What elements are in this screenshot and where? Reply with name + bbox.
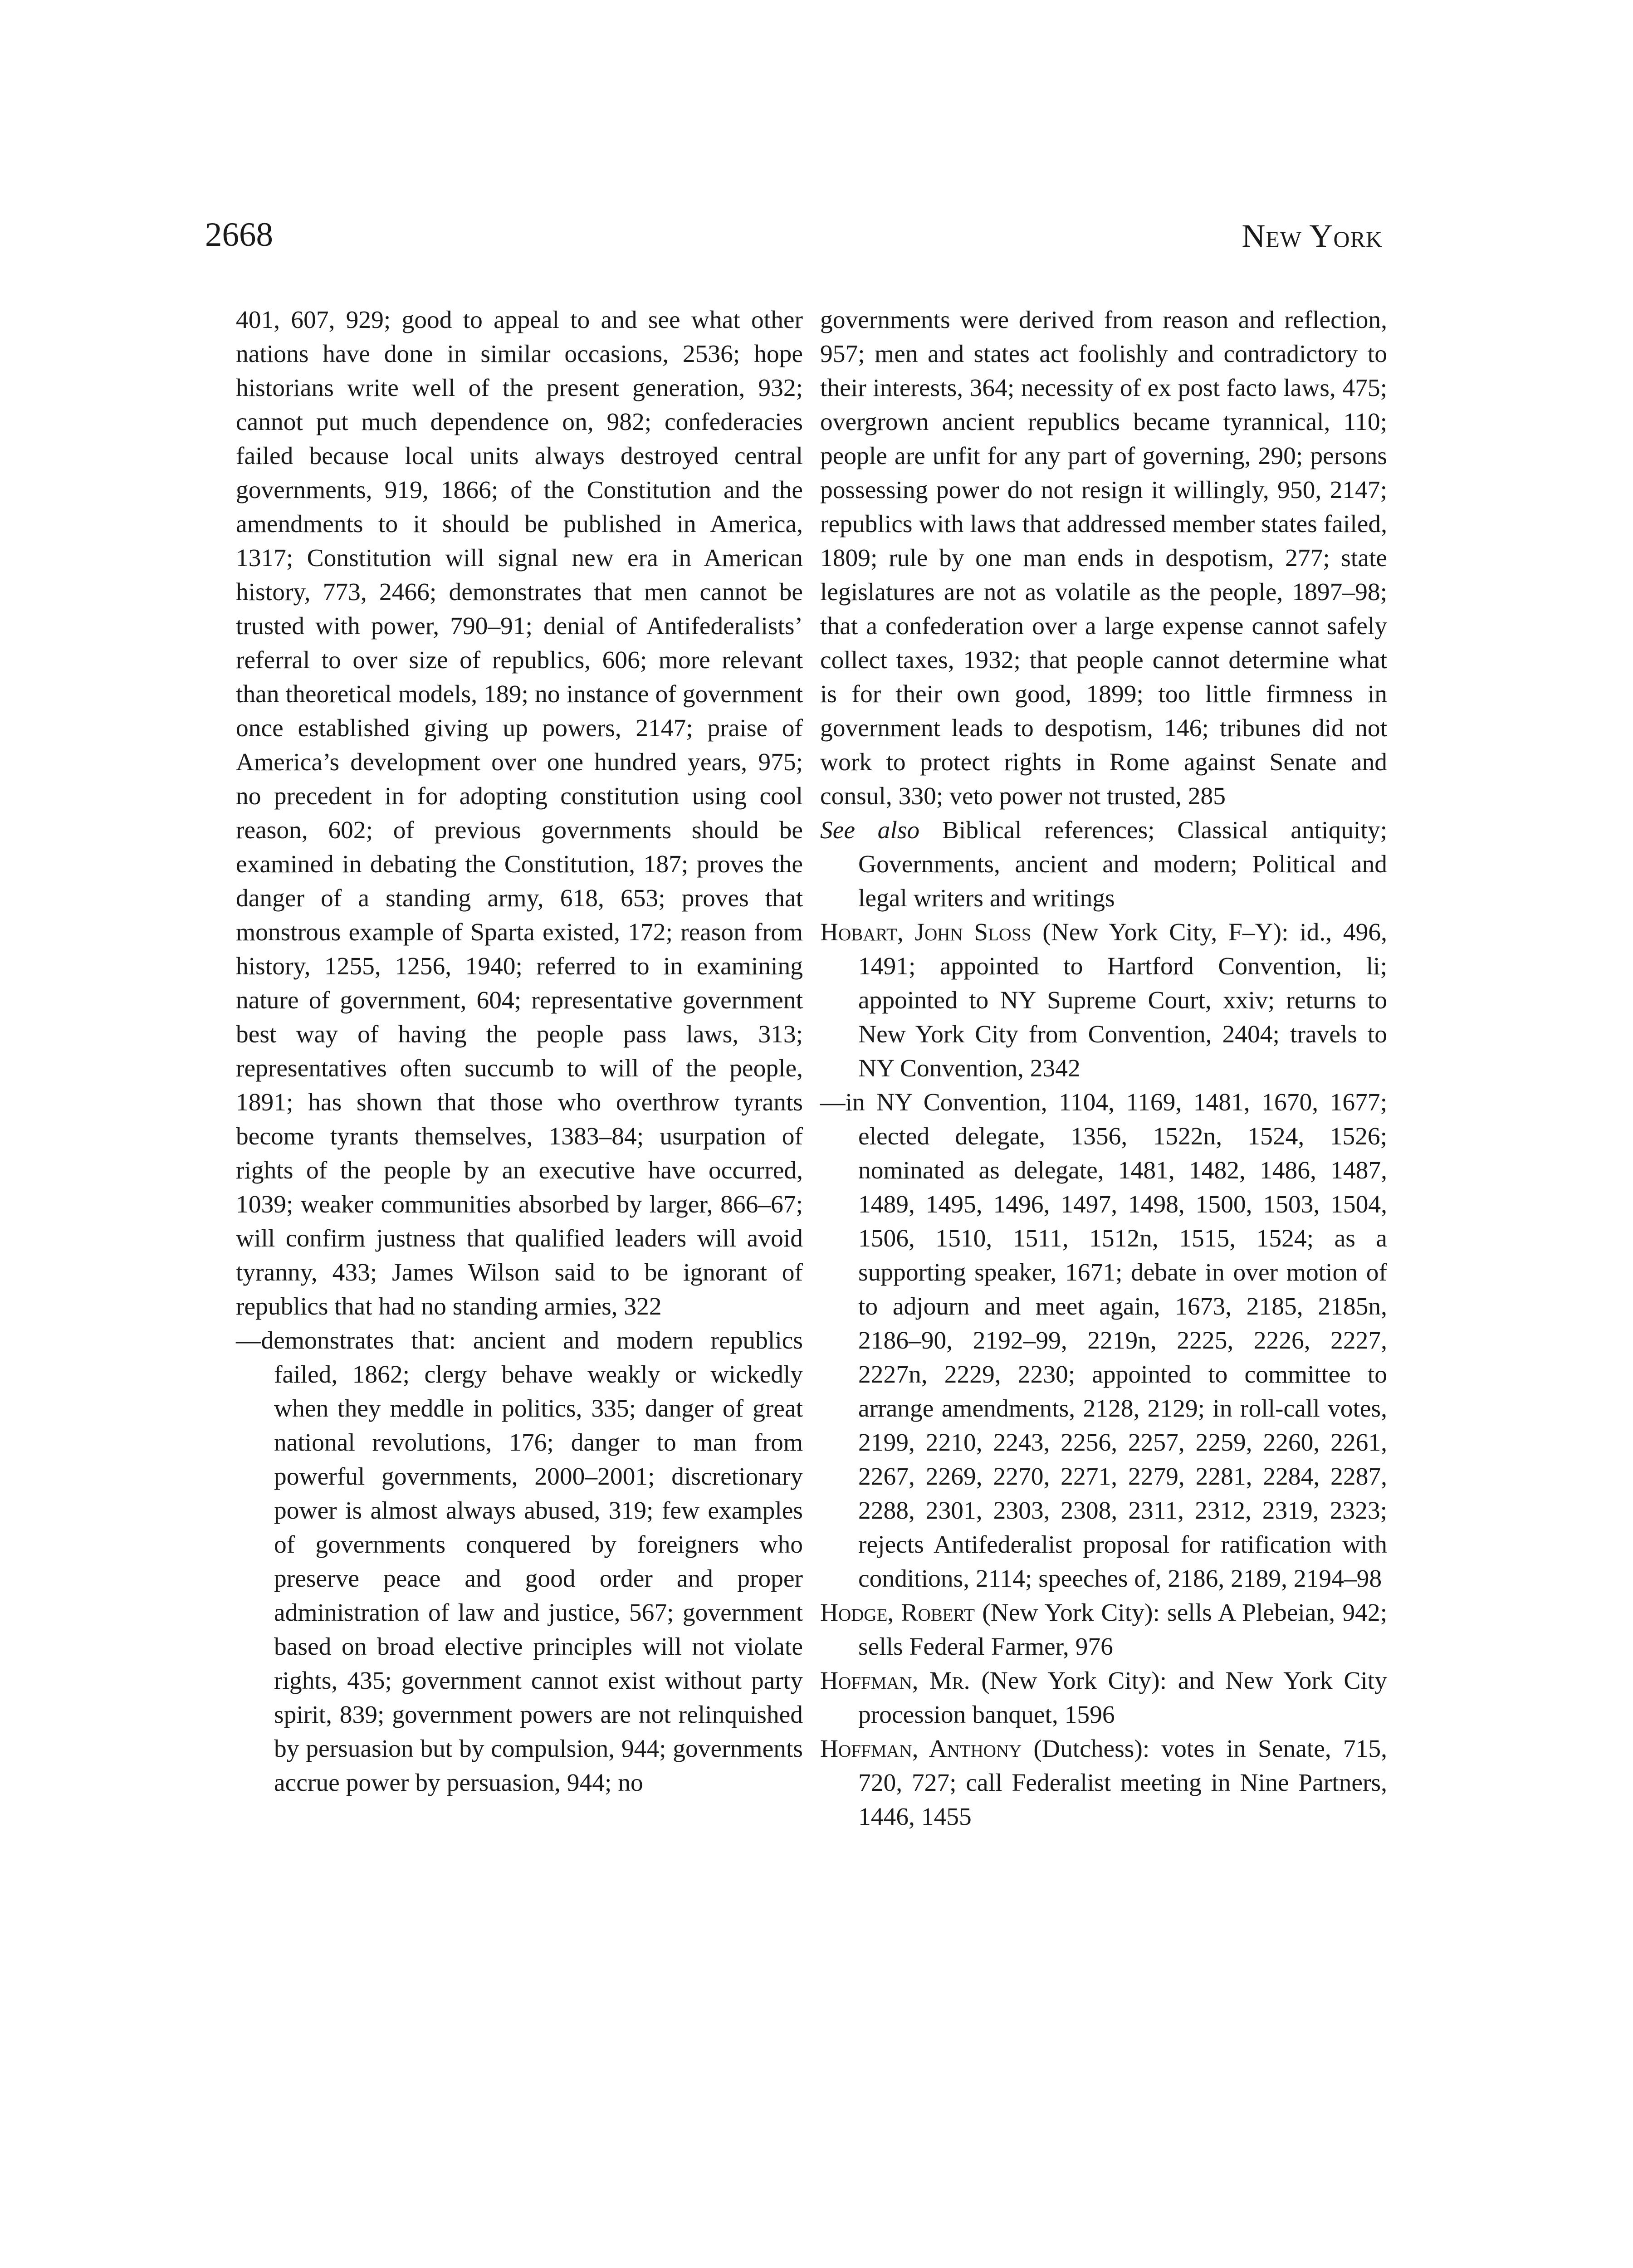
running-head: New York	[1242, 218, 1383, 254]
index-subentry: —in NY Convention, 1104, 1169, 1481, 1670, 1677; elected delegate, 1356, 1522n, 1524, 1526; nominated as delegate, 1481, 1482, 1486, 1487, 1489, 1495, 1496, 1497, 1498, 1500, 1503, 1504, 1506, 1510, 1511, 1512n, 1515, 1524; as a supporting speaker, 1671; debate in over motion of to adjourn and meet again, 1673, 2185, 2185n, 2186–90, 2192–99, 2219n, 2225, 2226, 2227, 2227n, 2229, 2230; appointed to committee to arrange amendments, 2128, 2129; in roll-call votes, 2199, 2210, 2243, 2256, 2257, 2259, 2260, 2261, 2267, 2269, 2270, 2271, 2279, 2281, 2284, 2287, 2288, 2301, 2303, 2308, 2311, 2312, 2319, 2323; rejects Antifederalist proposal for ratification with conditions, 2114; speeches of, 2186, 2189, 2194–98	[820, 1089, 1387, 1593]
index-entry-hoffman-anthony	[820, 1732, 1387, 1834]
left-column	[236, 303, 803, 1800]
index-subentry: —demonstrates that: ancient and modern republics failed, 1862; clergy behave weakly or wickedly when they meddle in politics, 335; danger of great national revolutions, 176; danger to man from powerful governments, 2000–2001; discretionary power is almost always abused, 319; few examples of governments conquered by foreigners who preserve peace and good order and proper administration of law and justice, 567; government based on broad elective principles will not violate rights, 435; government cannot exist without party spirit, 839; government powers are not relinquished by persuasion but by compulsion, 944; governments accrue power by persuasion, 944; no	[236, 1327, 803, 1797]
entry-name: Hoffman, Anthony	[820, 1735, 1022, 1763]
index-entry-continuation: 401, 607, 929; good to appeal to and see what other nations have done in similar occasions, 2536; hope historians write well of the present generation, 932; cannot put much dependence on, 982; confederacies failed because local units always destroyed central governments, 919, 1866; of the Constitution and the amendments to it should be published in America, 1317; Constitution will signal new era in American history, 773, 2466; demonstrates that men cannot be trusted with power, 790–91; denial of Antifederalists’ referral to over size of republics, 606; more relevant than theoretical models, 189; no instance of government once established giving up powers, 2147; praise of America’s development over one hundred years, 975; no precedent in for adopting constitution using cool reason, 602; of previous governments should be examined in debating the Constitution, 187; proves the danger of a standing army, 618, 653; proves that monstrous example of Sparta existed, 172; reason from history, 1255, 1256, 1940; referred to in examining nature of government, 604; representative government best way of having the people pass laws, 313; representatives often succumb to will of the people, 1891; has shown that those who overthrow tyrants become tyrants themselves, 1383–84; usurpation of rights of the people by an executive have occurred, 1039; weaker communities absorbed by larger, 866–67; will confirm justness that qualified leaders will avoid tyranny, 433; James Wilson said to be ignorant of republics that had no standing armies, 322	[236, 306, 803, 1320]
index-entry-hoffman-mr	[820, 1664, 1387, 1732]
see-also-text: Biblical references; Classical antiquity; Governments, ancient and modern; Political and legal writers and writings	[858, 816, 1387, 912]
entry-text: (New York City): and New York City procession banquet, 1596	[858, 1667, 1387, 1729]
entry-name: Hobart, John Sloss	[820, 919, 1032, 946]
entry-name: Hodge, Robert	[820, 1599, 975, 1627]
index-entry-hodge	[820, 1596, 1387, 1664]
entry-text: (New York City): sells A Plebeian, 942; sells Federal Farmer, 976	[858, 1599, 1387, 1661]
entry-text: (New York City, F–Y): id., 496, 1491; appointed to Hartford Convention, li; appointed to NY Supreme Court, xxiv; returns to New York City from Convention, 2404; travels to NY Convention, 2342	[858, 919, 1387, 1082]
right-column	[820, 303, 1387, 1834]
index-entry-continuation: governments were derived from reason and reflection, 957; men and states act foolishly and contradictory to their interests, 364; necessity of ex post facto laws, 475; overgrown ancient republics became tyrannical, 110; people are unfit for any part of governing, 290; persons possessing power do not resign it willingly, 950, 2147; republics with laws that addressed member states failed, 1809; rule by one man ends in despotism, 277; state legislatures are not as volatile as the people, 1897–98; that a confederation over a large expense cannot safely collect taxes, 1932; that people cannot determine what is for their own good, 1899; too little firmness in government leads to despotism, 146; tribunes did not work to protect rights in Rome against Senate and consul, 330; veto power not trusted, 285	[820, 306, 1387, 810]
index-entry-hobart	[820, 915, 1387, 1085]
entry-text: (Dutchess): votes in Senate, 715, 720, 727; call Federalist meeting in Nine Partners, 1446, 1455	[858, 1735, 1388, 1831]
entry-name: Hoffman, Mr.	[820, 1667, 970, 1695]
see-also-entry	[820, 813, 1387, 915]
see-also-label: See also	[820, 816, 920, 844]
page-number: 2668	[205, 216, 273, 254]
